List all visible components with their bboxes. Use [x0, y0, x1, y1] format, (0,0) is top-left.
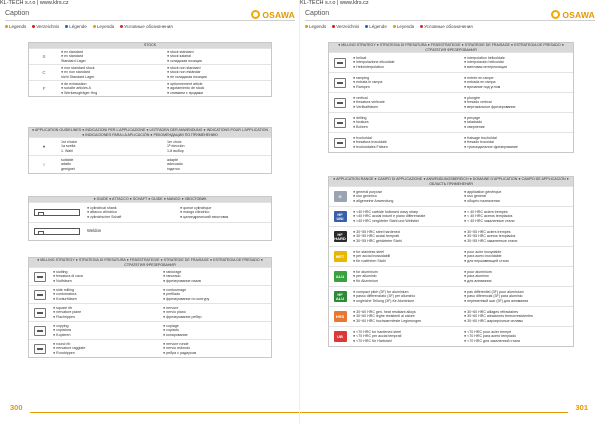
cell-text: ● Helixinterpolation — [353, 64, 384, 69]
footer-rule — [300, 412, 568, 413]
legend-item: Verzeichnis — [32, 24, 59, 29]
table-row: Weldon — [29, 222, 271, 240]
trochoidal-icon — [334, 138, 346, 148]
table-row: ○ suitable adatto geeignet adapté adecuado годится — [29, 155, 271, 173]
table-row: F ● de exhaustion ● suscite articles A ● Werkzeugträger Hng ● optionnement article ● agotamiento de stock ● снимаем с продажи — [29, 80, 271, 96]
right-page — [300, 0, 600, 424]
section-heading: ● MILLING STRATEGY ● STRATEGIA DI FRESATURA ● FRÄSSTRATEGIE ● STRATÉGIE DE FRAISAGE ● ESTRATEGIA DE FRESADO ● СТРАТЕГИЯ ФРЕЗЕРОВАНИЯ — [29, 258, 271, 267]
table-row — [329, 306, 573, 326]
coating-badge: HF HARD — [334, 231, 346, 241]
cell-text: ● zylindrischer Schaft — [87, 214, 122, 219]
cell-text: ● сверление — [464, 124, 485, 129]
flag-icon — [93, 25, 96, 28]
cell-text: ● plongée — [464, 95, 480, 100]
cell-text: ● round rib — [53, 341, 71, 346]
cell-text: ● < 40 HRC закаленные стали — [464, 218, 515, 223]
cell-text: ● фрезерование пазов — [163, 278, 201, 283]
flag-icon — [332, 25, 335, 28]
cell-text: adecuado — [167, 162, 183, 167]
section-heading: ● APPLICATION GUIDELINES ● INDICAZIONI PER L'APPLICAZIONE ● LEITFADEN DER ANWENDUNG ● INDICATIONS POUR L'APPLICATION ● INDICACIONES PARA LA APLICACIÓN ● РЕКОМЕНДАЦИИ ПО ПРИМЕНЕНИЮ — [29, 128, 271, 137]
page-number: 301 — [575, 403, 588, 412]
page-header — [305, 8, 595, 21]
cell-text: 1. Wahl — [61, 148, 74, 153]
cell-text: ● винтовая интерполяция — [464, 64, 508, 69]
cell-text: ● drilling — [353, 115, 367, 120]
cell-text: ● 30÷60 HRC aleaciones termorresistentes — [464, 314, 533, 319]
page-header — [5, 8, 295, 21]
cell-text: ● трохоидальное фрезерование — [464, 144, 518, 149]
cell-text: geeignet — [61, 166, 75, 171]
cell-text: ● складская позиция — [167, 58, 202, 63]
cell-text: ● passo differenziato (3F) per alluminio — [353, 294, 416, 299]
cell-text: ● vertical — [353, 95, 368, 100]
cell-text: ● interpolation hélicoïdale — [464, 55, 505, 60]
cell-text: ● 30÷55 HRC закаленные стали — [464, 238, 518, 243]
cell-text: ● вертикальное фрезерование — [464, 104, 516, 109]
cell-text: ● paso diferencial (3F) para aluminio — [464, 294, 523, 299]
slotting-icon — [34, 272, 46, 282]
cell-text: ● interpolación helicoidal — [464, 60, 504, 65]
legend-item: Legends — [305, 24, 326, 29]
cell-text: ● slotting — [53, 269, 68, 274]
table-row — [329, 206, 573, 226]
cell-text: ● фрезерование по контуру — [163, 296, 210, 301]
cell-text: ● pour acier inoxydable — [464, 249, 502, 254]
cell-text: ● < 40 HRC aceros templados — [464, 214, 513, 219]
flag-icon — [32, 25, 35, 28]
weldon-shank-icon — [34, 228, 80, 235]
legend-item: Légende — [65, 24, 87, 29]
cell-text: ● Rampen — [353, 84, 370, 89]
cell-text: ● taladrado — [464, 120, 483, 125]
cell-text: ● nervio plano — [163, 310, 186, 315]
legend-item: Leyenda — [93, 24, 114, 29]
cell-text: годится — [167, 166, 180, 171]
brand-logo-icon — [551, 10, 560, 19]
helical-icon — [334, 58, 346, 68]
table-row — [329, 266, 573, 286]
cell-text: ● copying — [53, 323, 69, 328]
cell-text: ● square rib — [53, 305, 73, 310]
cell-text: Standard Lager — [61, 58, 86, 63]
cell-text: ● for stainless steel — [353, 249, 384, 254]
ramping-icon — [334, 78, 346, 88]
cell-text: ● <70 HRC para acero templado — [464, 334, 517, 339]
table-row — [29, 339, 271, 357]
coating-badge: MET — [334, 251, 347, 262]
page-title: Caption — [5, 10, 30, 17]
table-row — [329, 326, 573, 346]
cell-text: ● <70 HRC для закаленной стали — [464, 338, 521, 343]
table-row — [329, 52, 573, 72]
section-heading: ● APPLICATION RANGE ● CAMPO DI APPLICAZIONE ● ANWENDUNGSBEREICH ● DOMAINE D'APPLICATION ● CAMPO DE APPLICACIÓN ● ОБЛАСТЬ ПРИМЕНЕНИЯ — [329, 177, 573, 186]
drilling-icon — [334, 118, 346, 128]
cell-text: ● nervature raggiate — [53, 346, 86, 351]
table-row: S ● ex standard ● ex standard Standard Lager ● stock standard ● stock salarial ● складская позиция — [29, 48, 271, 64]
cell-text: ● compact pitch (3F) for aluminium — [353, 289, 409, 294]
cell-text: ● <70 HRC für Hartstahl — [353, 338, 392, 343]
cell-text: ● Flachrippen — [53, 314, 75, 319]
coating-badge: HF UNI — [334, 211, 347, 222]
coating-badge: HRS — [334, 311, 347, 322]
flag-icon — [120, 25, 123, 28]
cell-text: ● contournage — [163, 287, 187, 292]
section-heading: STOCK — [29, 43, 271, 48]
cell-text: ● < 40 HRC aciers trempés — [464, 209, 508, 214]
cell-text: ● 30÷55 HRC steel hardened — [353, 229, 400, 234]
brand-logo: OSAWA — [551, 9, 595, 20]
brand-logo-icon — [251, 10, 260, 19]
page-number: 300 — [10, 403, 23, 412]
table-row: ● 1st choice 1a scelta 1. Wahl 1er choix 1ª elección 1-й выбор — [29, 137, 271, 155]
cell-text: ● copiatura — [53, 328, 71, 333]
table-row — [329, 246, 573, 266]
cell-text: ● <40 HRC carbide hollowed wavy sharp — [353, 209, 419, 214]
table-row — [29, 267, 271, 285]
footer-rule — [30, 412, 300, 413]
cell-text: ● general purpose — [353, 189, 383, 194]
cell-text: ● entrata in rampa — [353, 80, 383, 85]
cell-text: ● für Aluminium — [353, 278, 378, 283]
application-range-section — [328, 176, 574, 347]
cell-text: ● <70 HRC for hardened steel — [353, 329, 402, 334]
table-row — [329, 286, 573, 306]
cell-text: ● rainurage — [163, 269, 182, 274]
cell-text: ● 30÷60 HRC жаропрочные сплавы — [464, 318, 523, 323]
cell-text: ● ex standard — [61, 49, 83, 54]
cell-text: ● снимаем с продажи — [167, 90, 204, 95]
page-title: Caption — [305, 10, 330, 17]
cell-text: ● stock non estándar — [167, 70, 201, 75]
coating-badge: HF ALU — [334, 291, 347, 302]
cell-text: ● allgemeine Anwendung — [353, 198, 394, 203]
cell-text: ● 30÷55 HRC aceros templados — [464, 234, 516, 239]
cell-text: ● nervure — [163, 305, 179, 310]
cell-text: ● para acero inoxidable — [464, 254, 502, 259]
stock-section — [28, 42, 272, 97]
legend-item: Leyenda — [393, 24, 414, 29]
application-section — [28, 127, 272, 174]
cell-text: ● fresatura di cava — [53, 274, 83, 279]
cell-text: ● ребра с радиусом — [163, 350, 197, 355]
cell-text: ● para aluminio — [464, 274, 489, 279]
cell-text: ● 30÷55 HRC aciers trempés — [464, 229, 511, 234]
cell-text: ● fraisage trochoïdal — [464, 135, 497, 140]
section-heading: ● MILLING STRATEGY ● STRATEGIA DI FRESATURA ● FRÄSSTRATEGIE ● STRATÉGIE DE FRAISAGE ● ESTRATEGIA DE FRESADO ● СТРАТЕГИЯ ФРЕЗЕРОВАНИЯ — [329, 43, 573, 52]
cell-text: 1-й выбор — [167, 148, 184, 153]
cell-text: ● trochoidal — [353, 135, 372, 140]
cell-text: ● entrée en rampe — [464, 75, 494, 80]
cell-text: adatto — [61, 162, 71, 167]
cell-text: ● Rundrippen — [53, 350, 75, 355]
cell-text: ● Nutfräsen — [53, 278, 72, 283]
cell-text: ● perfilado — [163, 292, 180, 297]
cell-text: ● trochoidales Fräsen — [353, 144, 388, 149]
cell-text: ● врезание под углом — [464, 84, 501, 89]
cell-text: ● Werkzeugträger Hng — [61, 90, 98, 95]
cell-text: ● 30÷60 HRC gen. heat resistant alloys — [353, 309, 416, 314]
cell-text: 1a scelta — [61, 144, 76, 149]
cylindrical-shank-icon — [34, 209, 80, 216]
cell-text: ● helical — [353, 55, 367, 60]
cell-text: ● agotamiento de stock — [167, 86, 205, 91]
side-milling-icon — [34, 290, 46, 300]
section-heading: ● GUIDE ● ATTACCO ● SCHAFT ● GUIDE ● MANGO ● ХВОСТОВИК — [29, 197, 271, 202]
cell-text: ● для нержавеющей стали — [464, 258, 509, 263]
copying-icon — [34, 326, 46, 336]
table-row — [329, 72, 573, 92]
table-row — [29, 303, 271, 321]
table-row: C ● non standard stock ● ex non standard nicht Standard Lager ● stock non standard ● stock non estándar ● не складская позиция — [29, 64, 271, 80]
cell-text: ● per acciai inossidabili — [353, 254, 391, 259]
cell-text: ● interpolazione elicoidale — [353, 60, 395, 65]
cell-text: ● perçage — [464, 115, 481, 120]
flag-icon — [5, 25, 8, 28]
cell-text: ● 30÷55 HRC acciai temprati — [353, 234, 400, 239]
cell-text: ● stock standard — [167, 49, 194, 54]
square-rib-icon — [34, 308, 46, 318]
cell-text: ● attacco cilindrico — [87, 210, 117, 215]
site-header: KL-TECH s.r.o | www.klrs.cz — [300, 0, 369, 6]
cell-text: ● copiage — [163, 323, 179, 328]
table-row — [329, 112, 573, 132]
cell-text: ● fresatura trocoidale — [353, 140, 387, 145]
cell-text: 1st choice — [61, 139, 78, 144]
table-row — [29, 285, 271, 303]
cell-text: ● mango cilíndrico — [180, 210, 210, 215]
cell-text: ● для алюминия — [464, 278, 492, 283]
cell-text: ● fresado vertical — [464, 100, 492, 105]
cell-text: ● не складская позиция — [167, 74, 207, 79]
table-row — [329, 132, 573, 152]
cell-text: ● 30÷60 HRC hochwarmfeste Legierungen — [353, 318, 422, 323]
cell-text: ● pas différentiel (3F) pour aluminium — [464, 289, 524, 294]
cell-text: ● 30÷55 HRC gehärteter Stahl — [353, 238, 402, 243]
cell-text: ● foratura — [353, 120, 369, 125]
cell-text: ● cylindrical shank — [87, 205, 117, 210]
cell-text: ● application générique — [464, 189, 502, 194]
cell-text: ● queue cylindrique — [180, 205, 212, 210]
cell-text: ● for aluminium — [353, 269, 378, 274]
cell-text: ● stock salarial — [167, 54, 191, 59]
cell-text: ● nervature piane — [53, 310, 82, 315]
cell-text: ● nervio redondo — [163, 346, 191, 351]
flag-icon — [305, 25, 308, 28]
cell-text: nicht Standard Lager — [61, 74, 95, 79]
cell-text: ● ranurado — [163, 274, 181, 279]
legend-bar — [305, 24, 595, 29]
cell-text: ● ex standard — [61, 54, 83, 59]
cell-text: ● suscite articles A — [61, 86, 91, 91]
legend-item: Legends — [5, 24, 26, 29]
cell-text: 1ª elección — [167, 144, 185, 149]
guide-section — [28, 196, 272, 241]
cell-text: ● Bohren — [353, 124, 368, 129]
cell-text: 1er choix — [167, 139, 182, 144]
legend-item: Условные обозначения — [420, 24, 473, 29]
cell-text: ● für rostfreien Stahl — [353, 258, 386, 263]
cell-text: ● <40 HRC vergüteter Stahl und Wellstiel — [353, 218, 419, 223]
cell-text: ● contornatura — [53, 292, 77, 297]
legend-item: Verzeichnis — [332, 24, 359, 29]
coating-badge: G — [334, 191, 347, 202]
cell-text: ● optionnement article — [167, 81, 203, 86]
table-row — [29, 321, 271, 339]
cell-text: ● цилиндрический хвостовик — [180, 214, 229, 219]
table-row — [329, 186, 573, 206]
cell-text: ● Konturfräsen — [53, 296, 77, 301]
cell-text: ● de exhaustion — [61, 81, 87, 86]
legend-item: Légende — [365, 24, 387, 29]
coating-badge: UB — [334, 331, 347, 342]
cell-text: ● fresatura verticale — [353, 100, 385, 105]
cell-text: ● <40 HRC acciai indurit e piano differenziate — [353, 214, 426, 219]
flag-icon — [420, 25, 423, 28]
table-row — [29, 202, 271, 222]
milling-strategy-section-2 — [328, 42, 574, 153]
cell-text: ● общего назначения — [464, 198, 500, 203]
cell-text: ● pour aluminium — [464, 269, 492, 274]
cell-text: ● uso general — [464, 194, 486, 199]
cell-text: adapté — [167, 157, 178, 162]
cell-text: ● non standard stock — [61, 65, 95, 70]
cell-text: ● uso generico — [353, 194, 377, 199]
cell-text: ● Vertikalfräsen — [353, 104, 378, 109]
cell-text: ● ungleiche Teilung (3F) für Aluminium — [353, 298, 415, 303]
cell-text: ● копирование — [163, 332, 188, 337]
cell-text: ● ramping — [353, 75, 370, 80]
flag-icon — [365, 25, 368, 28]
vertical-milling-icon — [334, 98, 346, 108]
flag-icon — [65, 25, 68, 28]
cell-text: ● nervure ronde — [163, 341, 189, 346]
cell-text: ● Kopieren — [53, 332, 71, 337]
cell-text: ● copiado — [163, 328, 179, 333]
coating-badge: ALU — [334, 271, 347, 282]
cell-text: ● entrada en rampa — [464, 80, 496, 85]
flag-icon — [393, 25, 396, 28]
brand-logo: OSAWA — [251, 9, 295, 20]
cell-text: ● ex non standard — [61, 70, 90, 75]
site-header: KL-TECH s.r.o | www.klrs.cz — [0, 0, 69, 6]
round-rib-icon — [34, 344, 46, 354]
table-row — [329, 226, 573, 246]
cell-text: ● per alluminio — [353, 274, 377, 279]
cell-text: ● <70 HRC per acciai temprati — [353, 334, 402, 339]
cell-text: suitable — [61, 157, 74, 162]
cell-text: ● side milling — [53, 287, 74, 292]
cell-text: ● stock non standard — [167, 65, 201, 70]
cell-text: ● fresado trocoidal — [464, 140, 494, 145]
legend-item: Условные обозначения — [120, 24, 173, 29]
cell-text: ● <70 HRC pour acier trempé — [464, 329, 512, 334]
table-row — [329, 92, 573, 112]
milling-strategy-section — [28, 257, 272, 358]
legend-bar — [5, 24, 295, 29]
cell-text: ● фрезерование ребер — [163, 314, 202, 319]
cell-text: ● 30÷60 HRC leghe resistenti al calore — [353, 314, 415, 319]
cell-text: ● 30÷60 HRC alliages réfractaires — [464, 309, 519, 314]
cell-text: ● переменный шаг (3F) для алюминия — [464, 298, 529, 303]
